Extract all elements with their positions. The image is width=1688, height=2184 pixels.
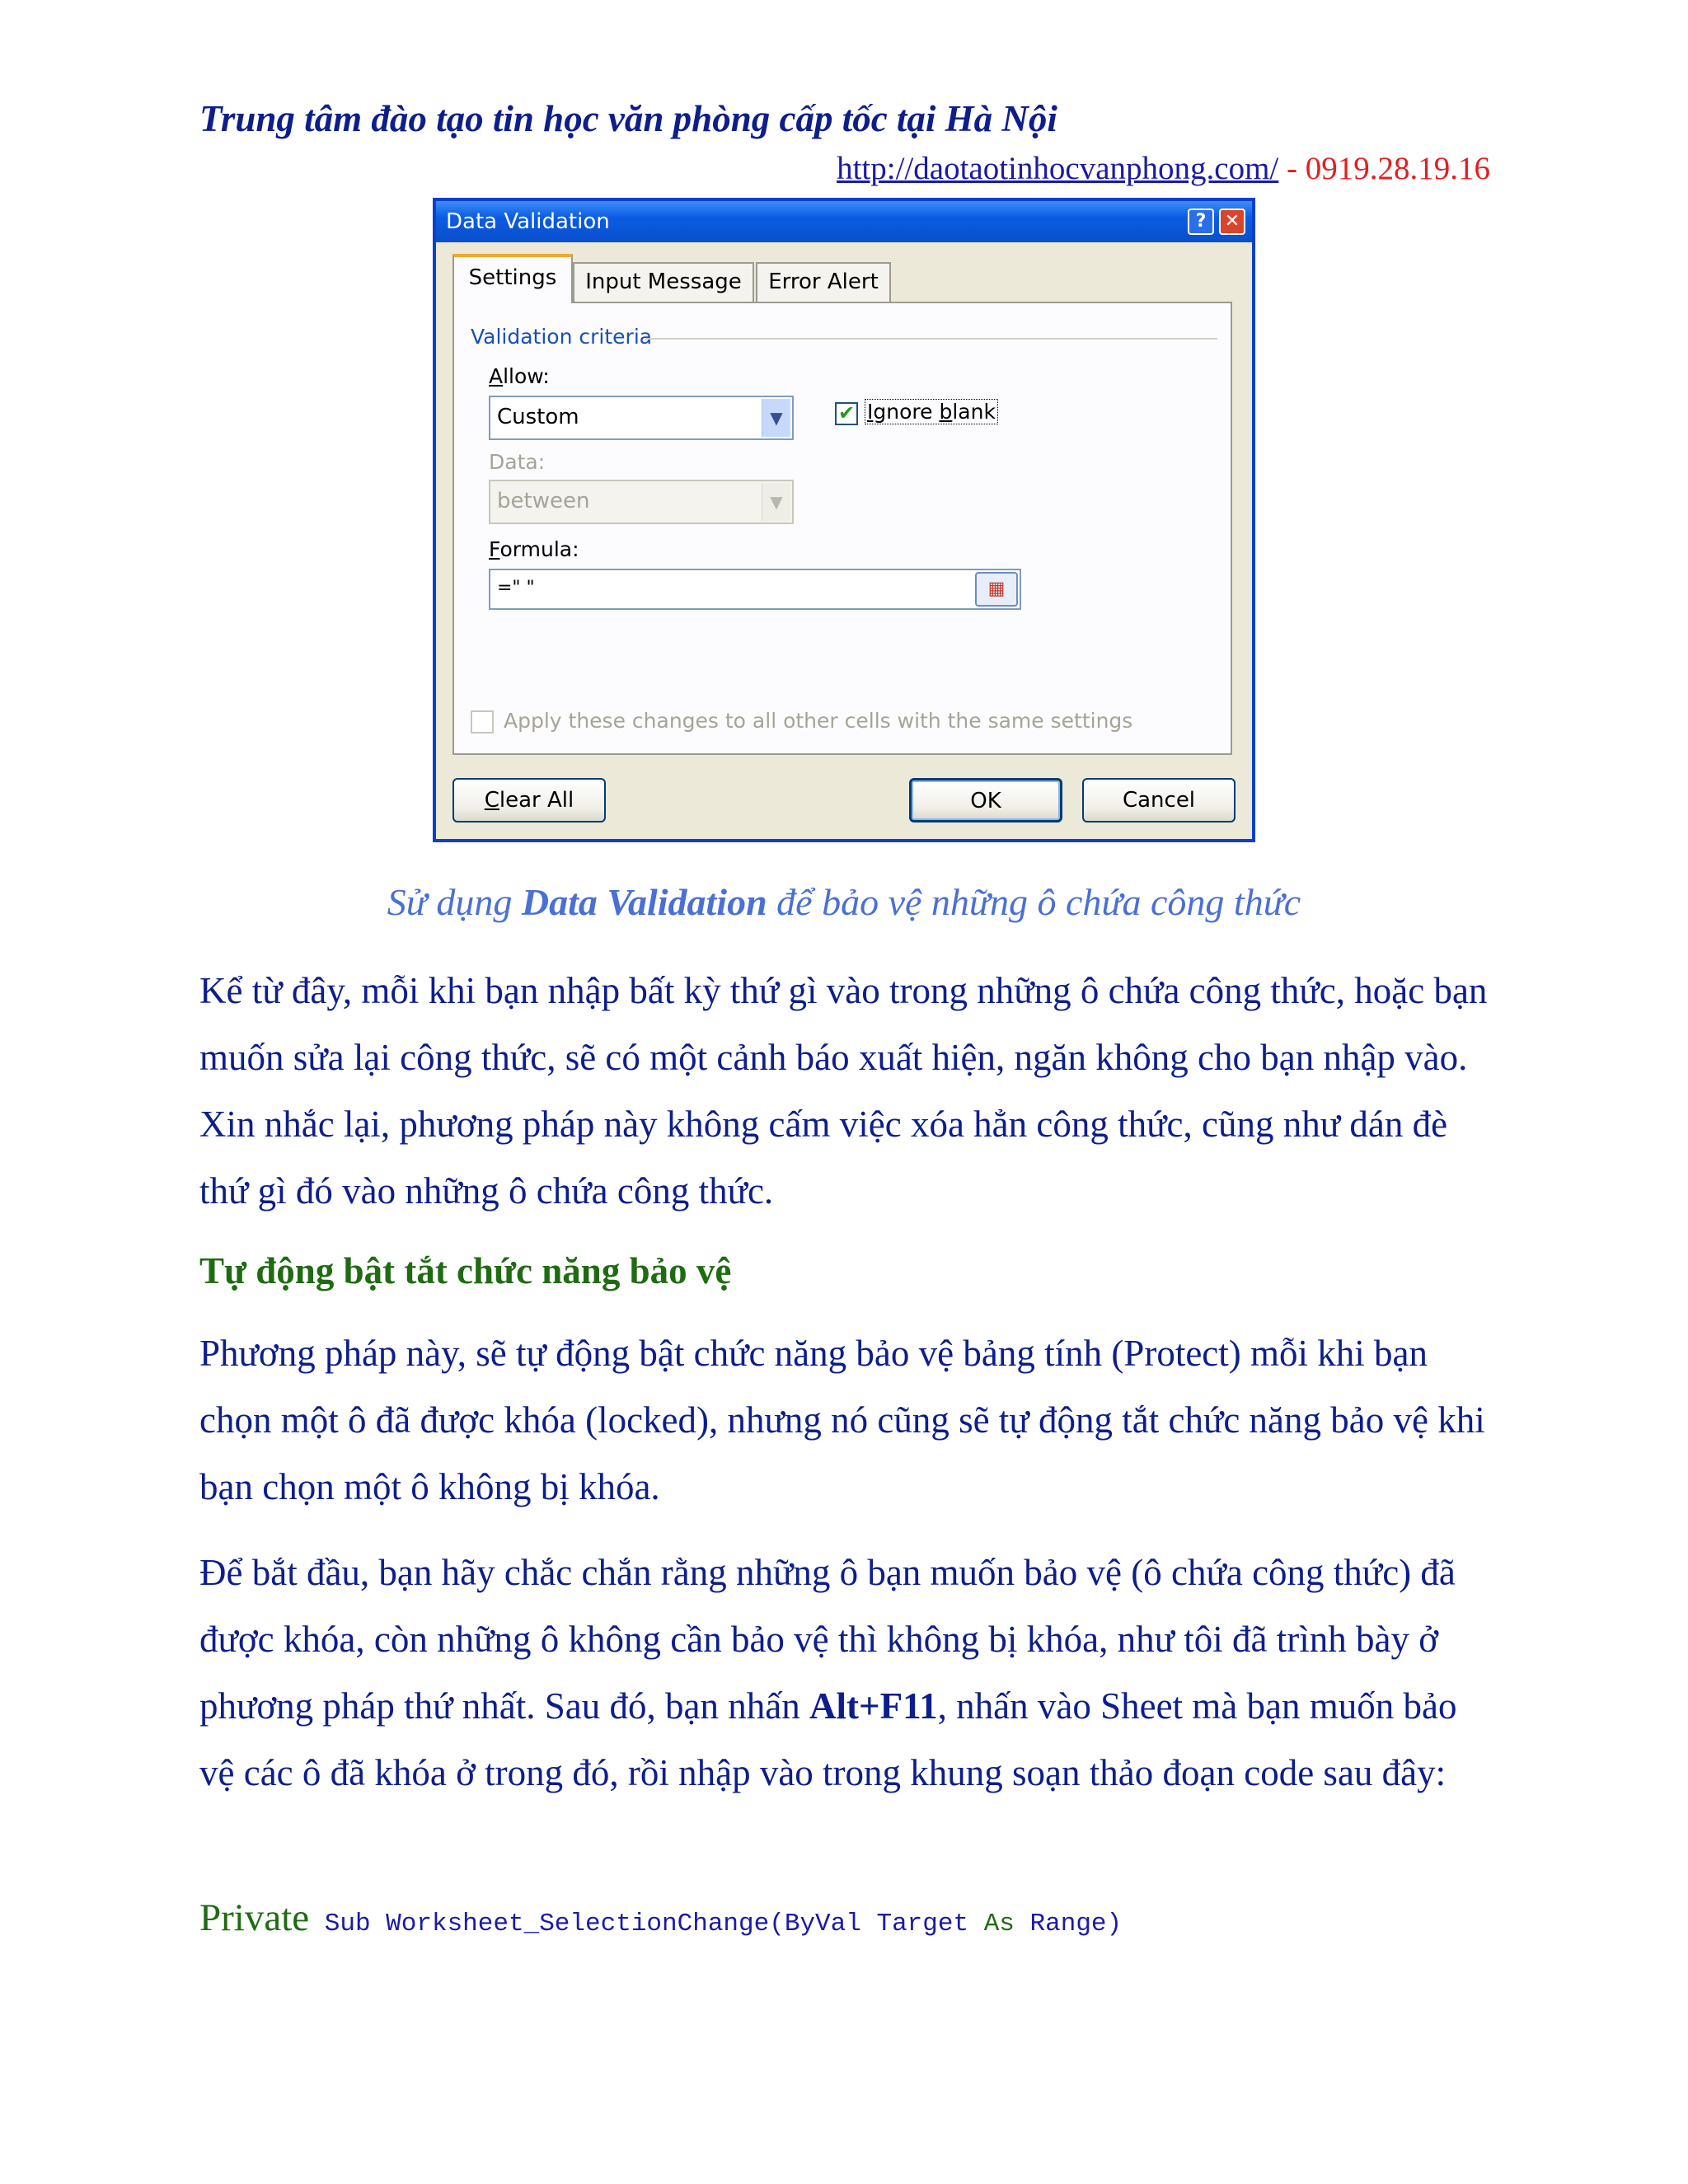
chevron-down-icon[interactable]: ▼ — [762, 483, 790, 521]
data-select-value: between — [497, 489, 590, 513]
dialog-titlebar — [436, 201, 1252, 242]
section-heading: Tự động bật tắt chức năng bảo vệ — [199, 1250, 732, 1291]
formula-input[interactable] — [489, 569, 1021, 610]
data-validation-dialog — [433, 198, 1255, 842]
apply-changes-label: Apply these changes to all other cells with the same settings — [504, 709, 1133, 733]
paragraph-2: Phương pháp này, sẽ tự động bật chức năng bảo vệ bảng tính (Protect) mỗi khi bạn chọn một ô đã được khóa (locked), nhưng nó cũng sẽ tự động tắt chức năng bảo vệ khi bạn chọn một ô không bị khóa. — [199, 1333, 1485, 1507]
validation-criteria-label: Validation criteria — [471, 325, 653, 349]
header-contact — [837, 150, 1490, 187]
paragraph-1: Kể từ đây, mỗi khi bạn nhập bất kỳ thứ gì vào trong những ô chứa công thức, hoặc bạn muốn sửa lại công thức, sẽ có một cảnh báo xuất hiện, ngăn không cho bạn nhập vào. Xin nhắc lại, phương pháp này không cấm việc xóa hẳn công thức, cũng như dán đè thứ gì đó vào những ô chứa công thức. — [199, 970, 1488, 1212]
code-line: Private Sub Worksheet_SelectionChange(ByVal Target As Range) — [199, 1896, 1123, 1939]
website-link[interactable]: http://daotaotinhocvanphong.com/ — [837, 151, 1279, 186]
paragraph-3: Để bắt đầu, bạn hãy chắc chắn rằng những ô bạn muốn bảo vệ (ô chứa công thức) đã được khóa, còn những ô không cần bảo vệ thì không bị khóa, như tôi đã trình bày ở phương pháp thứ nhất. Sau đó, bạn nhấn Alt+F11, nhấn vào Sheet mà bạn muốn bảo vệ các ô đã khóa ở trong đó, rồi nhập vào trong khung soạn thảo đoạn code sau đây: — [199, 1552, 1457, 1793]
allow-label: Allow: — [489, 364, 550, 388]
data-label: Data: — [489, 450, 546, 474]
dialog-title: Data Validation — [446, 209, 610, 234]
allow-select-value: Custom — [497, 405, 579, 429]
ok-button[interactable]: OK — [909, 778, 1062, 823]
tab-settings[interactable]: Settings — [452, 254, 573, 303]
data-select[interactable] — [489, 480, 794, 524]
clear-all-button[interactable]: Clear All — [452, 778, 606, 823]
page-header-title: Trung tâm đào tạo tin học văn phòng cấp tốc tại Hà Nội — [199, 98, 1057, 139]
close-icon[interactable]: ✕ — [1219, 209, 1245, 235]
group-divider — [645, 338, 1217, 340]
apply-changes-checkbox[interactable] — [471, 710, 494, 733]
chevron-down-icon[interactable]: ▼ — [762, 399, 790, 437]
figure-caption: Sử dụng Data Validation để bảo vệ những ô chứa công thức — [387, 881, 1301, 923]
ignore-blank-label: Ignore blank — [865, 399, 998, 424]
settings-panel — [452, 302, 1232, 755]
ignore-blank-checkbox[interactable]: ✔ — [835, 402, 858, 425]
tab-error-alert[interactable]: Error Alert — [756, 262, 891, 302]
formula-value: =" " — [497, 578, 535, 598]
cancel-button[interactable]: Cancel — [1082, 778, 1236, 823]
tab-input-message[interactable]: Input Message — [573, 262, 754, 302]
range-select-icon[interactable]: ▦ — [975, 572, 1018, 607]
help-icon[interactable]: ? — [1188, 209, 1214, 235]
formula-label: Formula: — [489, 537, 579, 561]
phone-number: - 0919.28.19.16 — [1278, 151, 1490, 186]
allow-select[interactable] — [489, 396, 794, 440]
